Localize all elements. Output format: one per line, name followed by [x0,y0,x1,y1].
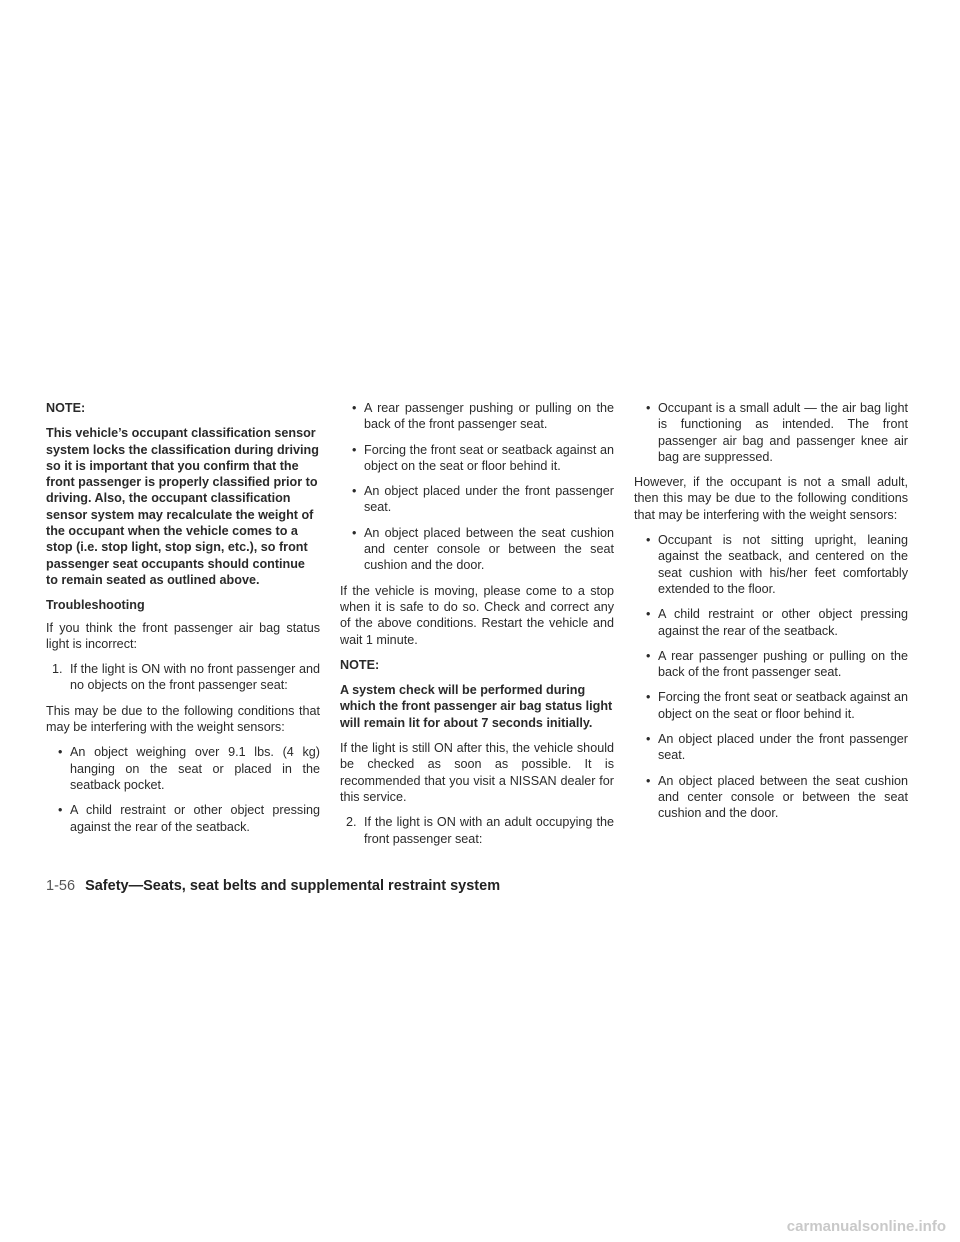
still-on-text: If the light is still ON after this, the vehicle should be checked as soon as possible. It is recommended that you visit a NISSAN dealer for this service. [340,741,614,804]
note-text: A system check will be performed during which the front passenger air bag status light will remain lit for about 7 seconds initially. [340,683,613,730]
step-number: 2. [346,815,357,830]
page-footer [46,878,500,894]
bullet-item: • An object weighing over 9.1 lbs. (4 kg) hanging on the seat or placed in the seatback pocket. [46,744,320,793]
bullet-item: • A child restraint or other object pressing against the rear of the seatback. [46,802,320,835]
column-1 [46,400,320,844]
step-number: 1. [52,662,63,677]
cause-intro: This may be due to the following conditions that may be interfering with the weight sensors: [46,703,320,735]
bullet-item: • An object placed between the seat cushion and center console or between the seat cushion and the door. [340,525,614,574]
bullet-item: • An object placed under the front passenger seat. [340,483,614,516]
step-text: If the light is ON with an adult occupying the front passenger seat: [364,815,614,846]
bullet-item: • A child restraint or other object pressing against the rear of the seatback. [634,606,908,639]
troubleshooting-intro: If you think the front passenger air bag status light is incorrect: [46,620,320,651]
however-text: However, if the occupant is not a small adult, then this may be due to the following conditions that may be interfering with the weight sensors: [634,475,908,522]
moving-instructions: If the vehicle is moving, please come to a stop when it is safe to do so. Check and correct any of the above conditions. Restart the vehicle and wait 1 minute. [340,583,614,647]
note-text: This vehicle’s occupant classification sensor system locks the classification during driving so it is important that you confirm that the front passenger is properly classified prior to driving. Also, the occupant classification sensor system may recalculate the weight of the occupant when the vehicle comes to a stop (i.e. stop light, stop sign, etc.), so front passenger seat occupants should continue to remain seated as outlined above. [46,426,319,587]
column-2 [340,400,614,856]
bullet-item: • Forcing the front seat or seatback against an object on the seat or floor behind it. [634,689,908,722]
bullet-item: • Occupant is not sitting upright, leaning against the seatback, and centered on the seat cushion with his/her feet comfortably extended to the floor. [634,532,908,597]
column-3 [634,400,908,831]
section-title: Safety—Seats, seat belts and supplemental restraint system [85,878,501,894]
note-label: NOTE: [340,657,380,672]
page-number: 1-56 [46,878,76,894]
numbered-step-1 [46,661,320,694]
numbered-step-2 [340,814,614,847]
bullet-item: • Forcing the front seat or seatback against an object on the seat or floor behind it. [340,442,614,475]
bullet-item: • A rear passenger pushing or pulling on the back of the front passenger seat. [340,400,614,433]
note-label: NOTE: [46,401,86,415]
watermark: carmanualsonline.info [786,1218,946,1235]
bullet-item: • A rear passenger pushing or pulling on the back of the front passenger seat. [634,648,908,681]
bullet-item: • Occupant is a small adult — the air bag light is functioning as intended. The front passenger air bag and passenger knee air bag are suppressed. [634,400,908,465]
section-heading: Troubleshooting [46,598,145,613]
step-text: If the light is ON with no front passenger and no objects on the front passenger seat: [70,662,320,693]
bullet-item: • An object placed under the front passenger seat. [634,731,908,764]
bullet-item: • An object placed between the seat cushion and center console or between the seat cushion and the door. [634,773,908,822]
